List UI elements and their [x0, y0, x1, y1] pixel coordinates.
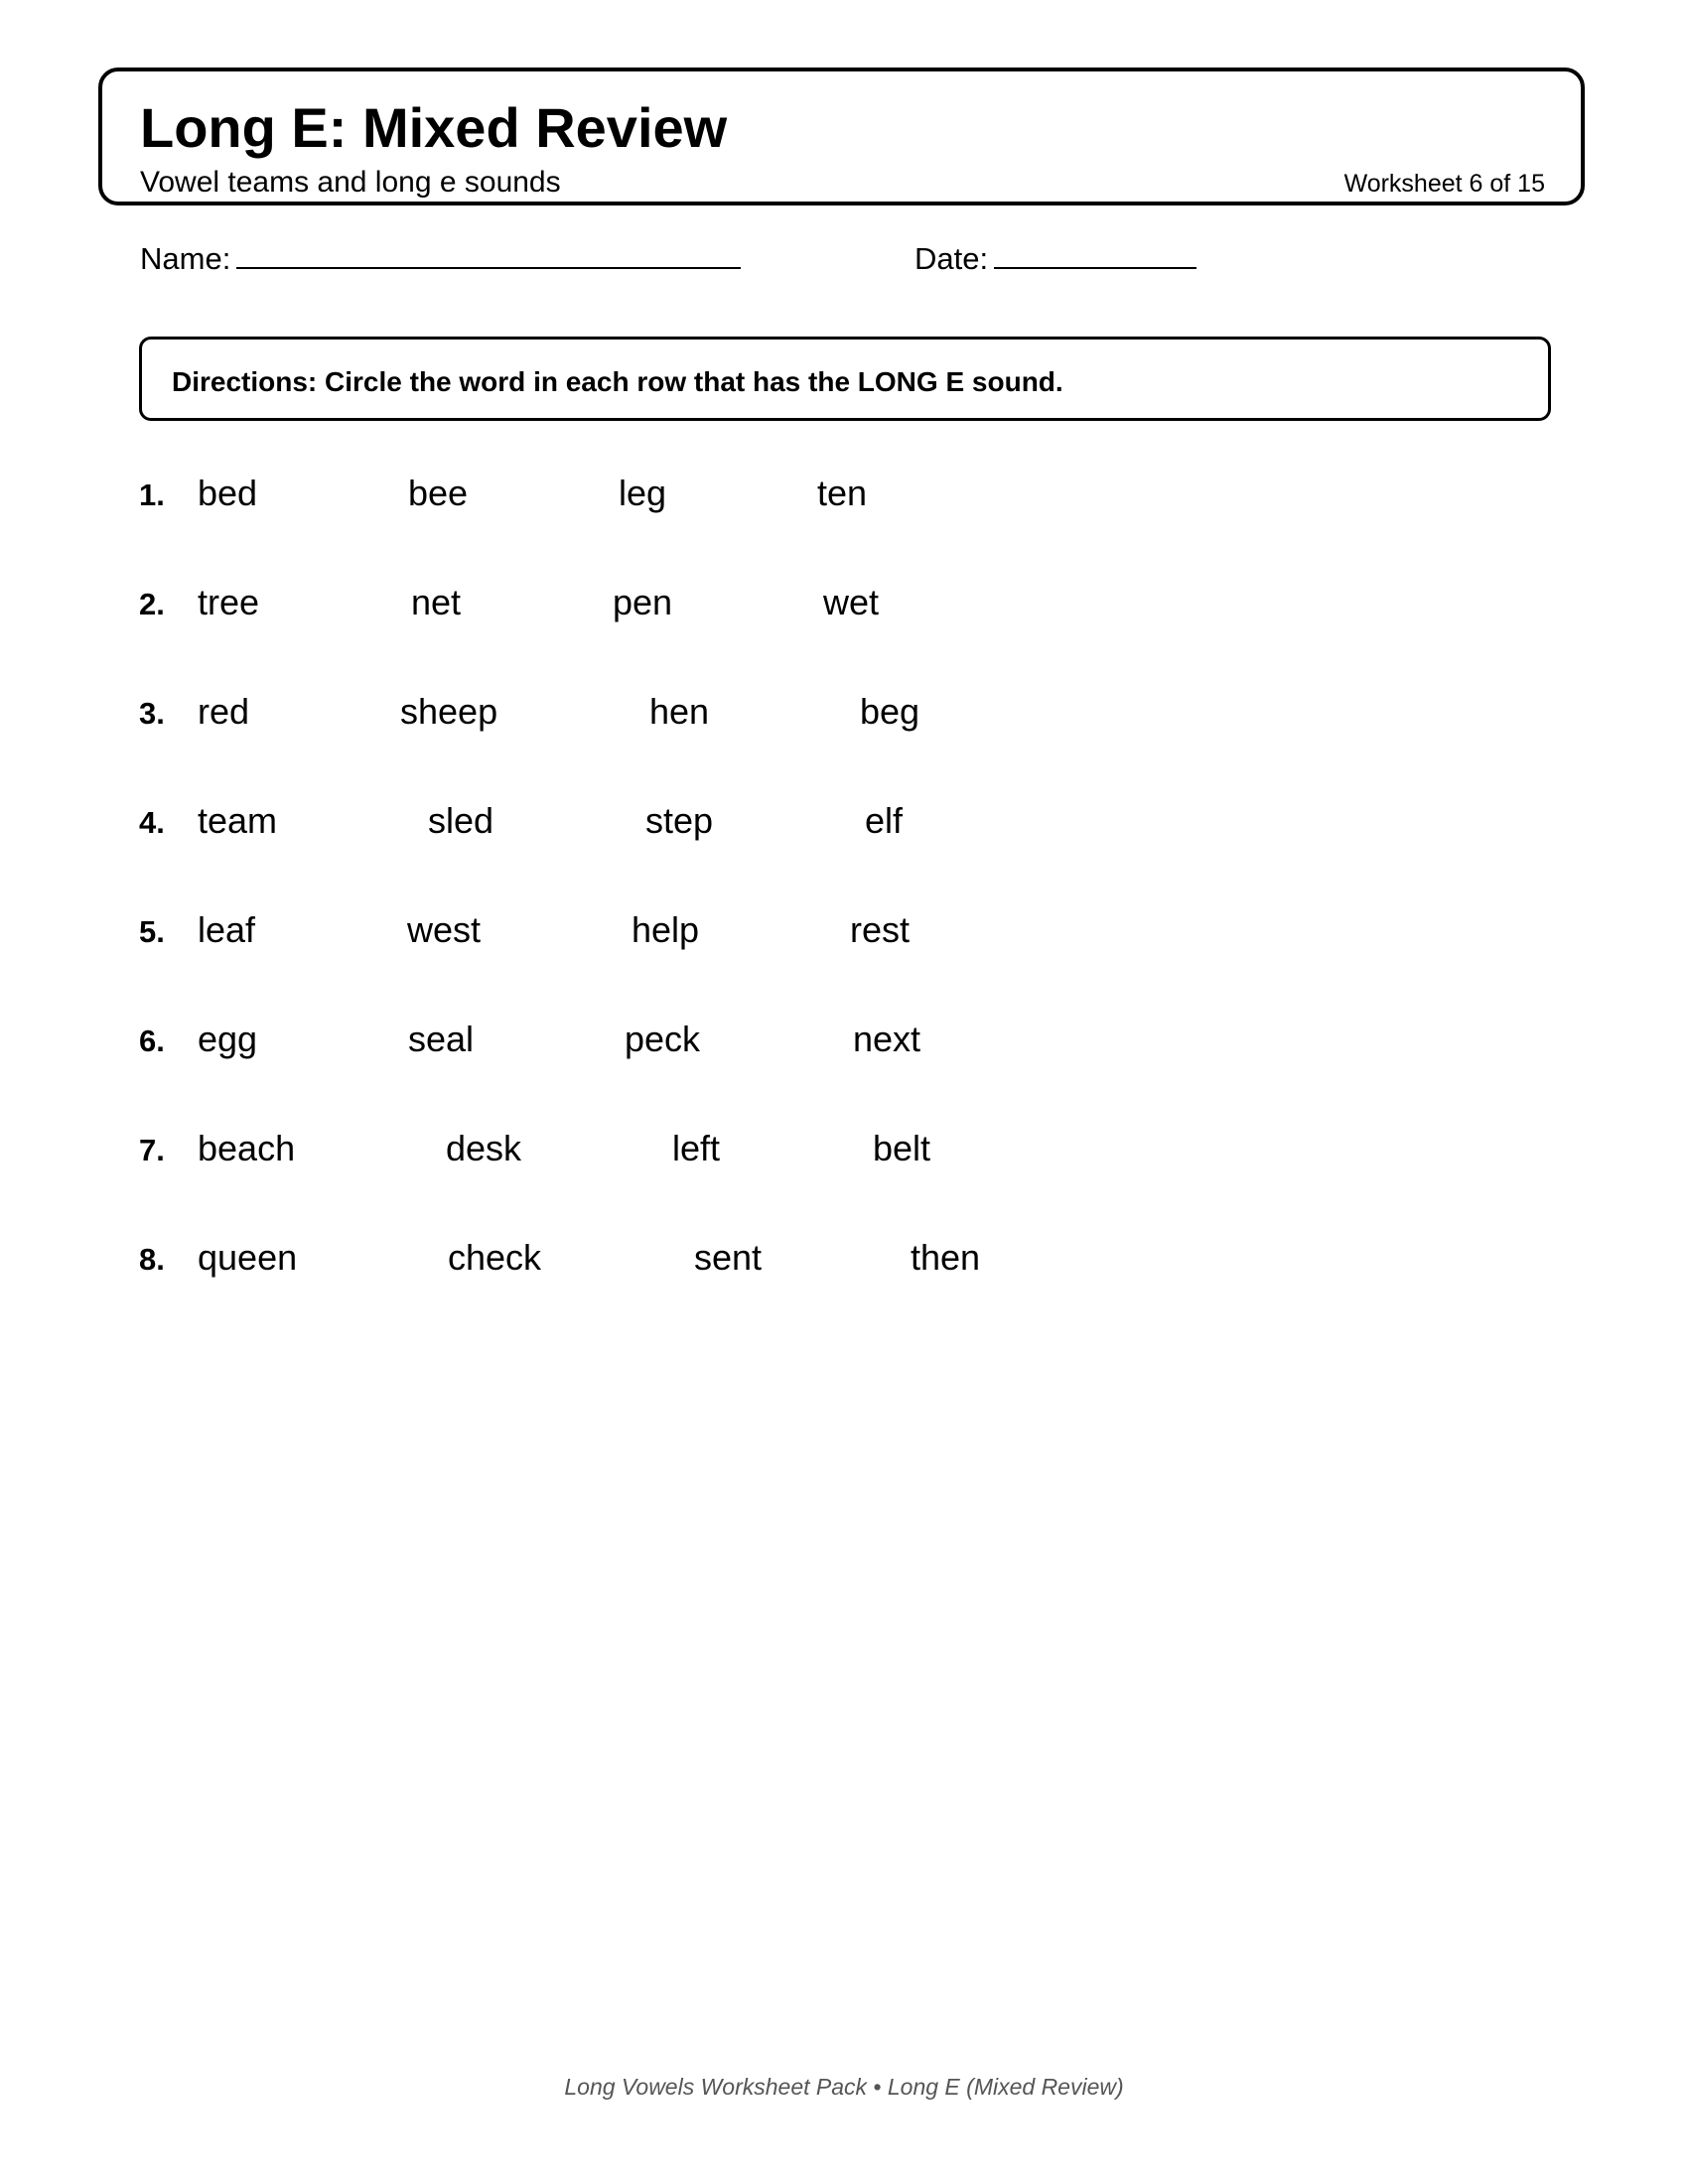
question-row-5 [0, 902, 1688, 952]
directions-text: Directions: Circle the word in each row that has the LONG E sound. [172, 366, 1063, 397]
word-option[interactable]: sent [694, 1237, 763, 1278]
word-option[interactable]: seal [408, 1019, 475, 1059]
page-footer: Long Vowels Worksheet Pack • Long E (Mixed Review) [564, 2074, 1124, 2100]
page-subtitle: Vowel teams and long e sounds [140, 166, 561, 199]
word-option[interactable]: leaf [198, 909, 256, 950]
page-title: Long E: Mixed Review [140, 96, 728, 159]
question-number: 3. [139, 696, 165, 731]
word-option[interactable]: team [198, 800, 278, 841]
word-option[interactable]: red [198, 691, 250, 732]
word-option[interactable]: leg [619, 473, 667, 513]
question-row-7 [0, 1121, 1688, 1170]
question-row-1 [0, 466, 1688, 515]
question-row-8 [0, 1230, 1688, 1280]
name-label: Name: [140, 241, 231, 276]
word-option[interactable]: bed [198, 473, 258, 513]
word-option[interactable]: check [448, 1237, 542, 1278]
word-option[interactable]: hen [649, 691, 710, 732]
word-option[interactable]: sled [428, 800, 494, 841]
word-option[interactable]: rest [850, 909, 911, 950]
question-number: 8. [139, 1242, 165, 1277]
word-option[interactable]: step [645, 800, 714, 841]
question-row-2 [0, 575, 1688, 624]
word-option[interactable]: beach [198, 1128, 296, 1168]
word-option[interactable]: peck [625, 1019, 701, 1059]
question-row-4 [0, 793, 1688, 843]
question-row-6 [0, 1012, 1688, 1061]
word-option[interactable]: sheep [400, 691, 498, 732]
word-option[interactable]: egg [198, 1019, 258, 1059]
word-option[interactable]: ten [817, 473, 868, 513]
question-number: 2. [139, 587, 165, 621]
question-number: 5. [139, 914, 165, 949]
worksheet-number: Worksheet 6 of 15 [1343, 170, 1545, 198]
word-option[interactable]: bee [408, 473, 469, 513]
question-number: 6. [139, 1024, 165, 1058]
date-label: Date: [914, 241, 989, 276]
word-option[interactable]: tree [198, 582, 260, 622]
question-number: 1. [139, 478, 165, 512]
word-option[interactable]: left [672, 1128, 721, 1168]
word-option[interactable]: then [911, 1237, 981, 1278]
word-option[interactable]: belt [873, 1128, 931, 1168]
word-option[interactable]: next [853, 1019, 921, 1059]
word-option[interactable]: beg [860, 691, 920, 732]
word-option[interactable]: queen [198, 1237, 298, 1278]
word-option[interactable]: desk [446, 1128, 522, 1168]
question-number: 4. [139, 805, 165, 840]
word-option[interactable]: help [632, 909, 700, 950]
word-option[interactable]: pen [613, 582, 673, 622]
word-option[interactable]: net [411, 582, 462, 622]
question-row-3 [0, 684, 1688, 734]
word-option[interactable]: elf [865, 800, 904, 841]
word-option[interactable]: west [407, 909, 482, 950]
word-option[interactable]: wet [823, 582, 880, 622]
question-number: 7. [139, 1133, 165, 1167]
